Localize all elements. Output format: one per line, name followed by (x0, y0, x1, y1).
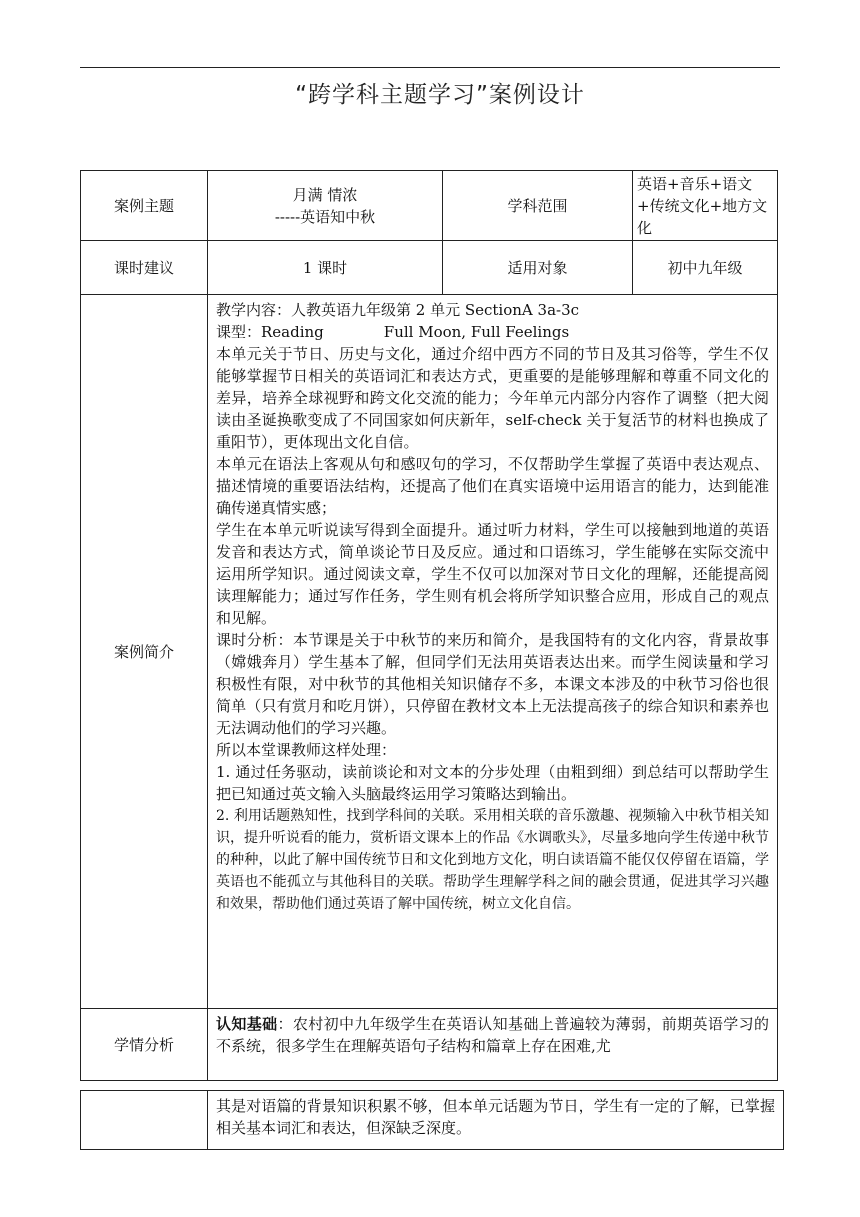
hours-value: 1 课时 (208, 241, 443, 295)
scope-value: 英语+音乐+语文+传统文化+地方文化 (633, 171, 778, 241)
intro-content (208, 295, 778, 1009)
intro-paragraph: 本单元关于节日、历史与文化，通过介绍中西方不同的节日及其习俗等，学生不仅能够掌握节日相关的英语词汇和表达方式，更重要的是能够理解和尊重不同文化的差异，培养全球视野和跨文化交流的能力；今年单元内部分内容作了调整（把大阅读由圣诞换歌变成了不同国家如何庆新年，self-check 关于复活节的材料也换成了重阳节），更体现出文化自信。 (216, 345, 769, 451)
lesson-type-prefix: 课型：Reading (216, 323, 324, 341)
header-rule (80, 67, 780, 68)
table-row-analysis (81, 1009, 778, 1081)
table-row-theme (81, 171, 778, 241)
intro-paragraph: 课时分析：本节课是关于中秋节的来历和简介，是我国特有的文化内容，背景故事（嫦娥奔月）学生基本了解，但同学们无法用英语表达出来。而学生阅读量和学习积极性有限，对中秋节的其他相关知识储存不多，本课文本涉及的中秋节习俗也很简单（只有赏月和吃月饼），只停留在教材文本上无法提高孩子的综合知识和素养也无法调动他们的学习兴趣。 (216, 631, 769, 737)
analysis-text: ：农村初中九年级学生在英语认知基础上普遍较为薄弱，前期英语学习的不系统，很多学生在理解英语句子结构和篇章上存在困难,尤 (216, 1015, 769, 1055)
table-row-hours (81, 241, 778, 295)
theme-title: 月满 情浓 (292, 185, 358, 204)
intro-paragraph: 2. 利用话题熟知性，找到学科间的关联。采用相关联的音乐激趣、视频输入中秋节相关知识，提升听说看的能力，赏析语文课本上的作品《水调歌头》，尽量多地向学生传递中秋节的种种，以此了解中国传统节日和文化到地方文化，明白读语篇不能仅仅停留在语篇，学英语也不能孤立与其他科目的关联。帮助学生理解学科之间的融会贯通，促进其学习兴趣和效果，帮助他们通过英语了解中国传统，树立文化自信。 (216, 808, 769, 912)
analysis-content (208, 1009, 778, 1081)
intro-paragraph: 学生在本单元听说读写得到全面提升。通过听力材料，学生可以接触到地道的英语发音和表达方式，简单谈论节日及反应。通过和口语练习，学生能够在实际交流中运用所学知识。通过阅读文章，学生不仅可以加深对节日文化的理解，还能提高阅读理解能力；通过写作任务，学生则有机会将所学知识整合应用，形成自己的观点和见解。 (216, 521, 769, 627)
intro-paragraph: 1. 通过任务驱动，读前谈论和对文本的分步处理（由粗到细）到总结可以帮助学生把已知通过英文输入头脑最终运用学习策略达到输出。 (216, 763, 769, 803)
intro-paragraph: 本单元在语法上客观从句和感叹句的学习，不仅帮助学生掌握了英语中表达观点、描述情境的重要语法结构，还提高了他们在真实语境中运用语言的能力，达到能准确传递真情实感； (216, 455, 769, 517)
continuation-table (80, 1090, 784, 1150)
theme-label: 案例主题 (81, 171, 208, 241)
table-row-continuation (81, 1091, 784, 1150)
lesson-type-title: Full Moon, Full Feelings (383, 323, 570, 341)
continuation-content: 其是对语篇的背景知识积累不够，但本单元话题为节日，学生有一定的了解，已掌握相关基本词汇和表达，但深缺乏深度。 (208, 1091, 784, 1150)
audience-label: 适用对象 (443, 241, 633, 295)
case-design-table (80, 170, 778, 1081)
table-row-intro (81, 295, 778, 1009)
theme-value (208, 171, 443, 241)
content-line: 教学内容：人教英语九年级第 2 单元 SectionA 3a-3c (216, 301, 580, 319)
intro-paragraph: 所以本堂课教师这样处理： (216, 741, 397, 759)
intro-label: 案例简介 (81, 295, 208, 1009)
page-title: “跨学科主题学习”案例设计 (295, 82, 585, 108)
continuation-label-cell (81, 1091, 208, 1150)
audience-value: 初中九年级 (633, 241, 778, 295)
hours-label: 课时建议 (81, 241, 208, 295)
analysis-paragraph (216, 1013, 769, 1057)
analysis-bold-lead: 认知基础 (216, 1015, 278, 1033)
theme-subtitle: -----英语知中秋 (274, 207, 376, 226)
analysis-label: 学情分析 (81, 1009, 208, 1081)
lesson-type-line (216, 321, 769, 343)
scope-label: 学科范围 (443, 171, 633, 241)
